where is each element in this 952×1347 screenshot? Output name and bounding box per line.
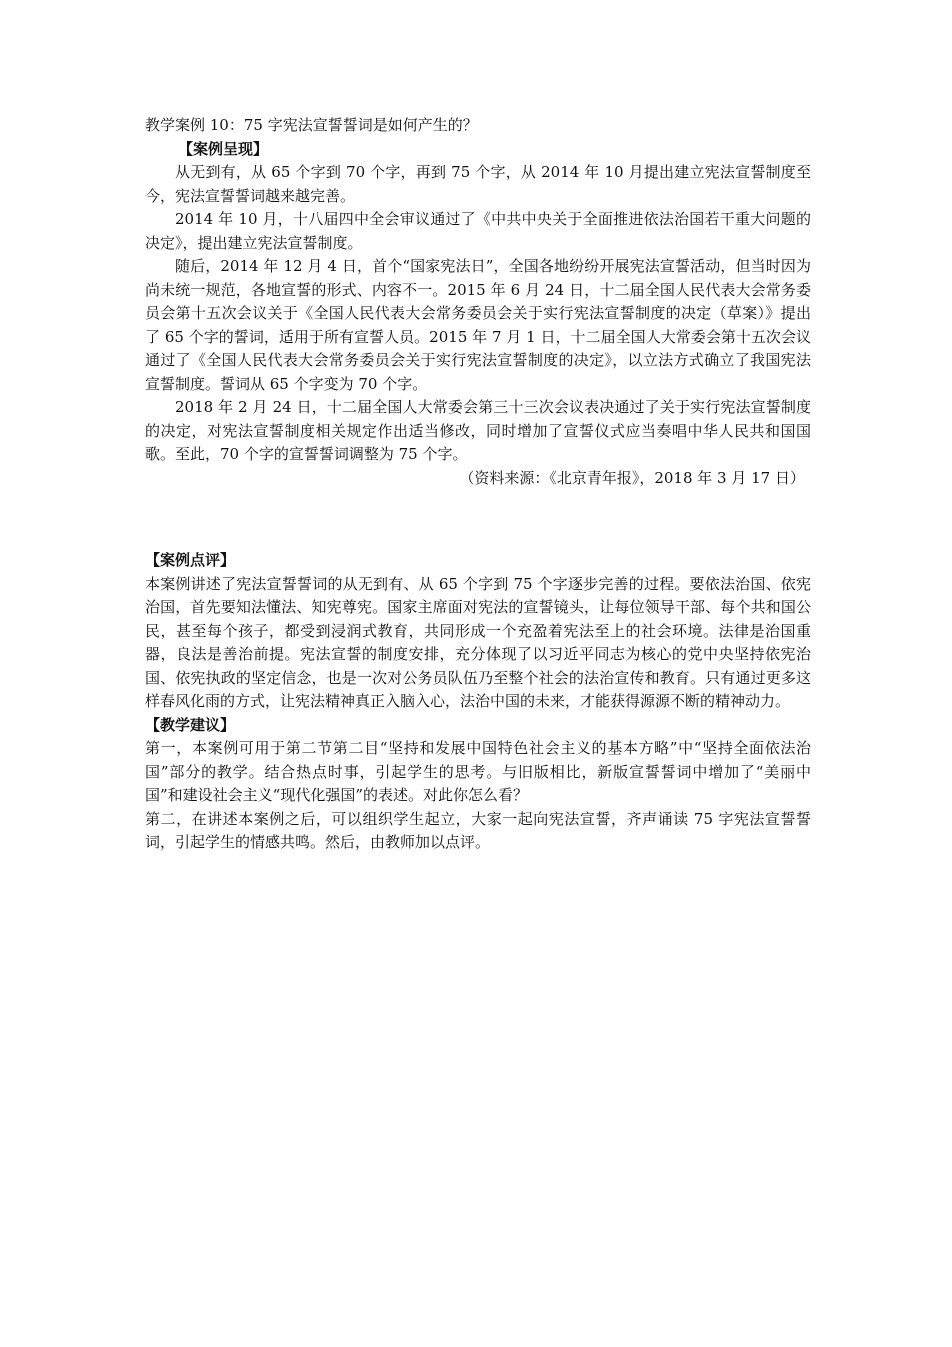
case-title: 教学案例 10：75 字宪法宣誓誓词是如何产生的？ bbox=[145, 116, 478, 134]
suggestion-item: 第一，本案例可用于第二节第二目“坚持和发展中国特色社会主义的基本方略”中“坚持全面依法治国”部分的教学。结合热点时事，引起学生的思考。与旧版相比，新版宣誓誓词中增加了“美丽中国”和建设社会主义“现代化强国”的表述。对此你怎么看？ bbox=[145, 739, 811, 804]
review-heading: 【案例点评】 bbox=[145, 551, 236, 569]
suggestion-heading: 【教学建议】 bbox=[145, 715, 236, 734]
suggestion-item: 第二，在讲述本案例之后，可以组织学生起立，大家一起向宪法宣誓，齐声诵读 75 字宪法宣誓誓词，引起学生的情感共鸣。然后，由教师加以点评。 bbox=[145, 809, 811, 851]
presentation-paragraph: 从无到有，从 65 个字到 70 个字，再到 75 个字，从 2014 年 10 月提出建立宪法宣誓制度至今，宪法宣誓誓词越来越完善。 bbox=[145, 163, 811, 205]
presentation-paragraph: 2014 年 10 月，十八届四中全会审议通过了《中共中央关于全面推进依法治国若干重大问题的决定》，提出建立宪法宣誓制度。 bbox=[145, 210, 811, 252]
review-paragraph: 本案例讲述了宪法宣誓誓词的从无到有、从 65 个字到 75 个字逐步完善的过程。要依法治国、依宪治国，首先要知法懂法、知宪尊宪。国家主席面对宪法的宣誓镜头，让每位领导干部、每个共和国公民，甚至每个孩子，都受到浸润式教育，共同形成一个充盈着宪法至上的社会环境。法律是治国重器，良法是善治前提。宪法宣誓的制度安排，充分体现了以习近平同志为核心的党中央坚持依宪治国、依宪执政的坚定信念，也是一次对公务员队伍乃至整个社会的法治宣传和教育。只有通过更多这样春风化雨的方式，让宪法精神真正入脑入心，法治中国的未来，才能获得源源不断的精神动力。 bbox=[145, 574, 811, 710]
presentation-heading: 【案例呈现】 bbox=[178, 139, 269, 158]
source-citation: （资料来源：《北京青年报》，2018 年 3 月 17 日） bbox=[459, 468, 805, 487]
document-body bbox=[145, 114, 811, 855]
presentation-paragraph: 2018 年 2 月 24 日，十二届全国人大常委会第三十三次会议表决通过了关于实行宪法宣誓制度的决定，对宪法宣誓制度相关规定作出适当修改，同时增加了宣誓仪式应当奏唱中华人民共和国国歌。至此，70 个字的宣誓誓词调整为 75 个字。 bbox=[145, 398, 811, 463]
section-spacer bbox=[145, 490, 811, 549]
presentation-paragraph: 随后，2014 年 12 月 4 日，首个“国家宪法日”，全国各地纷纷开展宪法宣誓活动，但当时因为尚未统一规范，各地宣誓的形式、内容不一。2015 年 6 月 24 日，十二届全国人民代表大会常务委员会第十五次会议关于《全国人民代表大会常务委员会关于实行宪法宣誓制度的决定（草案）》提出了 65 个字的誓词，适用于所有宣誓人员。2015 年 7 月 1 日，十二届全国人大常委会第十五次会议通过了《全国人民代表大会常务委员会关于实行宪法宣誓制度的决定》，以立法方式确立了我国宪法宣誓制度。誓词从 65 个字变为 70 个字。 bbox=[145, 257, 811, 393]
